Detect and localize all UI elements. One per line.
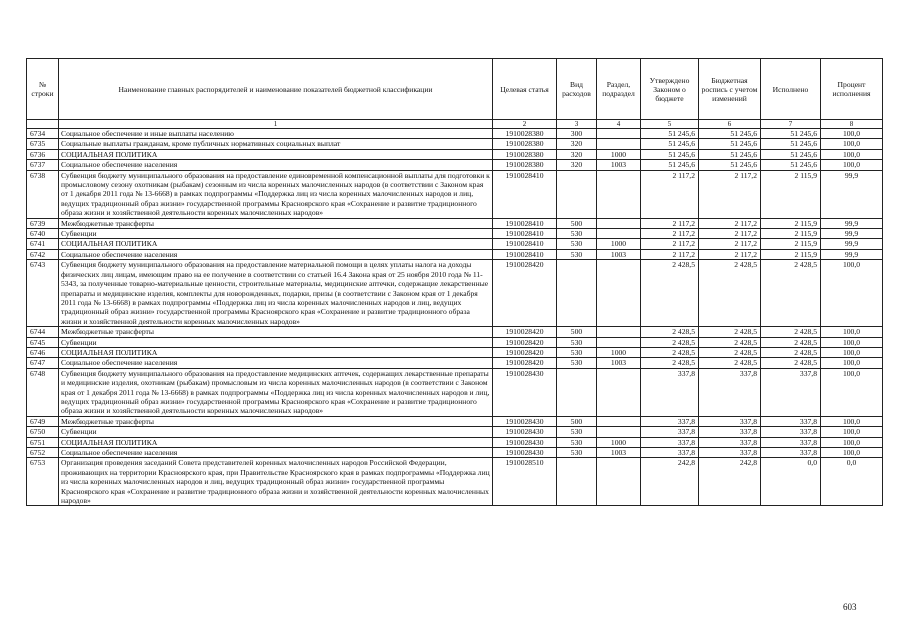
row-expense-type [557,170,597,218]
budget-table [26,58,883,506]
column-number-row [27,120,883,129]
row-section: 1003 [597,249,641,259]
row-target-article: 1910028410 [493,218,557,228]
row-name: Субвенции [59,337,493,347]
row-target-article: 1910028420 [493,347,557,357]
row-section [597,427,641,437]
row-number: 6753 [27,458,59,506]
row-target-article: 1910028430 [493,416,557,426]
row-plan-amount: 337,8 [699,427,761,437]
row-expense-type: 500 [557,218,597,228]
header-section: Раздел, подраздел [597,59,641,120]
row-section [597,416,641,426]
row-number: 6737 [27,160,59,170]
row-plan-amount: 337,8 [699,416,761,426]
row-percent: 99,9 [821,229,883,239]
table-row [27,229,883,239]
row-percent: 100,0 [821,139,883,149]
header-target-article: Целевая статья [493,59,557,120]
row-expense-type [557,260,597,327]
row-executed-amount: 337,8 [761,437,821,447]
row-plan-amount: 51 245,6 [699,160,761,170]
row-executed-amount: 51 245,6 [761,139,821,149]
row-expense-type: 500 [557,416,597,426]
row-plan-amount: 242,8 [699,458,761,506]
table-row [27,337,883,347]
row-expense-type: 320 [557,160,597,170]
row-approved-amount: 337,8 [641,427,699,437]
table-row [27,437,883,447]
row-number: 6749 [27,416,59,426]
row-number: 6746 [27,347,59,357]
row-executed-amount: 2 115,9 [761,170,821,218]
table-row [27,260,883,327]
table-row [27,218,883,228]
row-target-article: 1910028420 [493,337,557,347]
row-number: 6734 [27,129,59,139]
row-section [597,327,641,337]
row-plan-amount: 2 428,5 [699,358,761,368]
header-budget-plan: Бюджетная роспись с учетом изменений [699,59,761,120]
row-section [597,139,641,149]
row-executed-amount: 2 115,9 [761,249,821,259]
row-approved-amount: 242,8 [641,458,699,506]
row-target-article: 1910028410 [493,170,557,218]
row-percent: 100,0 [821,160,883,170]
row-expense-type: 530 [557,337,597,347]
row-plan-amount: 2 117,2 [699,249,761,259]
row-section [597,260,641,327]
row-name: Социальное обеспечение населения [59,249,493,259]
row-target-article: 1910028430 [493,448,557,458]
header-expense-type: Вид расходов [557,59,597,120]
row-expense-type: 530 [557,229,597,239]
row-expense-type: 500 [557,327,597,337]
row-target-article: 1910028410 [493,249,557,259]
row-target-article: 1910028380 [493,129,557,139]
table-row [27,448,883,458]
header-percent: Процент исполнения [821,59,883,120]
row-name: Социальное обеспечение населения [59,358,493,368]
row-target-article: 1910028430 [493,427,557,437]
row-expense-type: 530 [557,347,597,357]
row-executed-amount: 2 115,9 [761,218,821,228]
row-name: Социальное обеспечение и иные выплаты населению [59,129,493,139]
row-executed-amount: 2 115,9 [761,229,821,239]
table-row [27,458,883,506]
row-executed-amount: 337,8 [761,448,821,458]
row-approved-amount: 51 245,6 [641,149,699,159]
column-number: 4 [597,120,641,129]
row-plan-amount: 51 245,6 [699,139,761,149]
row-section: 1000 [597,437,641,447]
column-number: 3 [557,120,597,129]
row-target-article: 1910028430 [493,437,557,447]
row-target-article: 1910028510 [493,458,557,506]
row-target-article: 1910028410 [493,229,557,239]
row-percent: 100,0 [821,358,883,368]
table-row [27,160,883,170]
row-percent: 100,0 [821,347,883,357]
row-number: 6747 [27,358,59,368]
row-target-article: 1910028380 [493,139,557,149]
row-approved-amount: 337,8 [641,437,699,447]
table-row [27,129,883,139]
row-approved-amount: 2 428,5 [641,358,699,368]
row-percent: 100,0 [821,437,883,447]
row-executed-amount: 337,8 [761,368,821,416]
row-section [597,229,641,239]
row-approved-amount: 2 428,5 [641,260,699,327]
row-expense-type: 300 [557,129,597,139]
row-number: 6742 [27,249,59,259]
table-row [27,170,883,218]
row-expense-type: 530 [557,437,597,447]
row-plan-amount: 2 428,5 [699,327,761,337]
row-percent: 100,0 [821,129,883,139]
row-name: Социальное обеспечение населения [59,448,493,458]
row-section: 1003 [597,160,641,170]
row-percent: 99,9 [821,218,883,228]
row-plan-amount: 337,8 [699,448,761,458]
column-number: 1 [59,120,493,129]
row-name: Межбюджетные трансферты [59,218,493,228]
row-number: 6743 [27,260,59,327]
row-number: 6748 [27,368,59,416]
row-plan-amount: 337,8 [699,437,761,447]
header-name: Наименование главных распорядителей и наименование показателей бюджетной классификации [59,59,493,120]
row-percent: 100,0 [821,149,883,159]
row-percent: 99,9 [821,170,883,218]
row-plan-amount: 51 245,6 [699,129,761,139]
row-executed-amount: 2 428,5 [761,358,821,368]
row-target-article: 1910028380 [493,149,557,159]
column-number: 2 [493,120,557,129]
budget-table-sheet [26,58,882,506]
table-row [27,427,883,437]
row-name: Субвенция бюджету муниципального образования на предоставление материальной помощи в целях уплаты налога на доходы физических лиц лицам, имеющим право на ее получение в соответствии со статьей 16.4 Закона края от 25 ноября 2010 года № 11-5343, за полученные товарно-материальные ценности, строительные материалы, медицинские аптечки, содержащие лекарственные препараты и медицинские изделия, комплекты для новорожденных, подарки, призы (в соответствии с Законом края от 1 декабря 2011 года № 13-6668) в рамках подпрограммы «Поддержка лиц из числа коренных малочисленных народов и лиц, ведущих традиционный образ жизни» государственной программы Красноярского края «Сохранение и развитие традиционного образа жизни и хозяйственной деятельности коренных малочисленных народов» [59,260,493,327]
row-executed-amount: 51 245,6 [761,160,821,170]
row-expense-type: 530 [557,249,597,259]
row-target-article: 1910028420 [493,358,557,368]
row-expense-type [557,368,597,416]
row-number: 6736 [27,149,59,159]
row-expense-type: 320 [557,139,597,149]
row-approved-amount: 337,8 [641,448,699,458]
row-percent: 0,0 [821,458,883,506]
table-row [27,368,883,416]
row-expense-type: 530 [557,427,597,437]
row-percent: 99,9 [821,249,883,259]
row-target-article: 1910028420 [493,327,557,337]
table-row [27,239,883,249]
row-plan-amount: 2 117,2 [699,170,761,218]
table-row [27,358,883,368]
column-number: 7 [761,120,821,129]
row-name: Социальные выплаты гражданам, кроме публичных нормативных социальных выплат [59,139,493,149]
row-executed-amount: 51 245,6 [761,129,821,139]
column-number: 8 [821,120,883,129]
table-row [27,149,883,159]
row-executed-amount: 337,8 [761,416,821,426]
row-section: 1003 [597,448,641,458]
row-number: 6739 [27,218,59,228]
row-approved-amount: 2 428,5 [641,327,699,337]
row-plan-amount: 2 117,2 [699,229,761,239]
row-executed-amount: 51 245,6 [761,149,821,159]
row-percent: 100,0 [821,368,883,416]
column-number: 6 [699,120,761,129]
table-header-row [27,59,883,120]
row-plan-amount: 51 245,6 [699,149,761,159]
row-name: СОЦИАЛЬНАЯ ПОЛИТИКА [59,239,493,249]
row-section [597,218,641,228]
table-row [27,347,883,357]
row-executed-amount: 0,0 [761,458,821,506]
row-section [597,170,641,218]
row-approved-amount: 2 117,2 [641,229,699,239]
row-expense-type [557,458,597,506]
row-approved-amount: 2 117,2 [641,249,699,259]
row-plan-amount: 2 117,2 [699,218,761,228]
row-number: 6744 [27,327,59,337]
row-name: СОЦИАЛЬНАЯ ПОЛИТИКА [59,347,493,357]
row-approved-amount: 2 428,5 [641,347,699,357]
row-section [597,458,641,506]
page-number: 603 [843,602,857,612]
row-number: 6750 [27,427,59,437]
row-approved-amount: 51 245,6 [641,139,699,149]
row-name: Субвенция бюджету муниципального образования на предоставление медицинских аптечек, содержащих лекарственные препараты и медицинские изделия, охотникам (рыбакам) промысловым из числа коренных малочисленных народов (в соответствии с Законом края от 1 декабря 2011 года № 13-6668) в рамках подпрограммы «Поддержка лиц из числа коренных малочисленных народов и лиц, ведущих традиционный образ жизни» государственной программы Красноярского края «Сохранение и развитие традиционного образа жизни и хозяйственной деятельности коренных малочисленных народов» [59,368,493,416]
row-section: 1000 [597,347,641,357]
table-body [27,129,883,506]
row-executed-amount: 2 428,5 [761,337,821,347]
row-section [597,368,641,416]
row-name: Межбюджетные трансферты [59,416,493,426]
row-approved-amount: 51 245,6 [641,129,699,139]
row-number: 6735 [27,139,59,149]
row-plan-amount: 337,8 [699,368,761,416]
row-name: СОЦИАЛЬНАЯ ПОЛИТИКА [59,149,493,159]
row-section: 1003 [597,358,641,368]
row-expense-type: 530 [557,448,597,458]
table-row [27,249,883,259]
row-percent: 100,0 [821,416,883,426]
row-name: СОЦИАЛЬНАЯ ПОЛИТИКА [59,437,493,447]
row-percent: 100,0 [821,327,883,337]
row-executed-amount: 337,8 [761,427,821,437]
row-number: 6745 [27,337,59,347]
row-name: Межбюджетные трансферты [59,327,493,337]
table-row [27,416,883,426]
table-row [27,327,883,337]
row-approved-amount: 2 117,2 [641,239,699,249]
row-percent: 100,0 [821,260,883,327]
table-row [27,139,883,149]
row-percent: 100,0 [821,448,883,458]
row-executed-amount: 2 428,5 [761,260,821,327]
row-approved-amount: 337,8 [641,368,699,416]
row-target-article: 1910028420 [493,260,557,327]
row-name: Субвенции [59,427,493,437]
row-section: 1000 [597,149,641,159]
row-percent: 99,9 [821,239,883,249]
row-number: 6740 [27,229,59,239]
header-row-number: № строки [27,59,59,120]
header-executed: Исполнено [761,59,821,120]
row-target-article: 1910028430 [493,368,557,416]
row-name: Субвенция бюджету муниципального образования на предоставление единовременной компенсационной выплаты для подготовки к промысловому сезону охотникам (рыбакам) сезонным из числа коренных малочисленных народов (в соответствии с Законом края от 1 декабря 2011 года № 13-6668) в рамках подпрограммы «Поддержка лиц из числа коренных малочисленных народов и лиц, ведущих традиционный образ жизни» государственной программы Красноярского края «Сохранение и развитие традиционного образа жизни и хозяйственной деятельности коренных малочисленных народов» [59,170,493,218]
row-plan-amount: 2 117,2 [699,239,761,249]
row-number: 6751 [27,437,59,447]
column-number [27,120,59,129]
row-target-article: 1910028380 [493,160,557,170]
row-name: Субвенции [59,229,493,239]
row-plan-amount: 2 428,5 [699,260,761,327]
row-approved-amount: 51 245,6 [641,160,699,170]
row-executed-amount: 2 115,9 [761,239,821,249]
row-approved-amount: 2 117,2 [641,170,699,218]
row-section: 1000 [597,239,641,249]
row-percent: 100,0 [821,337,883,347]
row-number: 6738 [27,170,59,218]
row-approved-amount: 2 428,5 [641,337,699,347]
column-number: 5 [641,120,699,129]
row-target-article: 1910028410 [493,239,557,249]
row-expense-type: 320 [557,149,597,159]
row-section [597,337,641,347]
row-number: 6741 [27,239,59,249]
row-expense-type: 530 [557,239,597,249]
row-executed-amount: 2 428,5 [761,347,821,357]
row-section [597,129,641,139]
row-plan-amount: 2 428,5 [699,337,761,347]
row-approved-amount: 337,8 [641,416,699,426]
row-executed-amount: 2 428,5 [761,327,821,337]
row-plan-amount: 2 428,5 [699,347,761,357]
row-name: Организация проведения заседаний Совета представителей коренных малочисленных народов Российской Федерации, проживающих на территории Красноярского края, при Правительстве Красноярского края в рамках подпрограммы «Поддержка лиц из числа коренных малочисленных народов и лиц, ведущих традиционный образ жизни» государственной программы Красноярского края «Сохранение и развитие традиционного образа жизни и хозяйственной деятельности коренных малочисленных народов» [59,458,493,506]
row-name: Социальное обеспечение населения [59,160,493,170]
row-expense-type: 530 [557,358,597,368]
row-percent: 100,0 [821,427,883,437]
row-approved-amount: 2 117,2 [641,218,699,228]
row-number: 6752 [27,448,59,458]
header-approved-by-law: Утверждено Законом о бюджете [641,59,699,120]
